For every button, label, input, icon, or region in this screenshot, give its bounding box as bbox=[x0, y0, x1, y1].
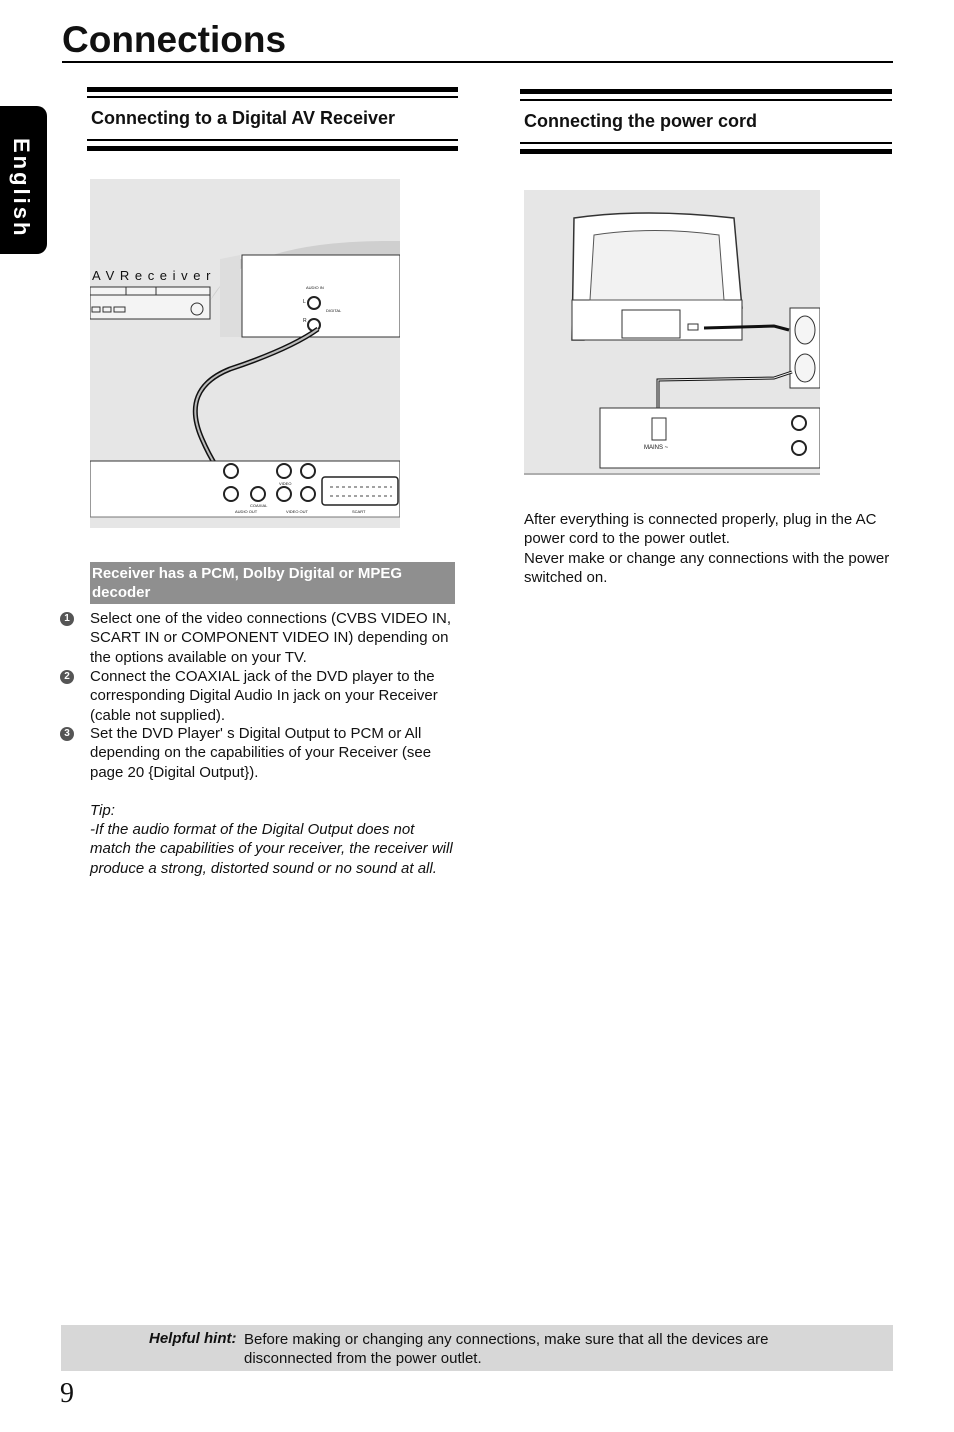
step-3 bbox=[60, 724, 460, 782]
step-number-1: 1 bbox=[60, 612, 74, 626]
helpful-hint-box bbox=[61, 1325, 893, 1371]
step-1 bbox=[60, 609, 460, 667]
power-paragraph-1: After everything is connected properly, plug in the AC power cord to the power outlet. bbox=[524, 511, 877, 548]
language-tab-label: English bbox=[9, 138, 34, 239]
video-out-label: VIDEO OUT bbox=[286, 509, 309, 514]
step-number-2: 2 bbox=[60, 670, 74, 684]
av-receiver-diagram bbox=[90, 179, 400, 528]
step-2 bbox=[60, 667, 460, 725]
language-tab bbox=[0, 106, 47, 254]
av-receiver-label: A V R e c e i v e r bbox=[92, 268, 212, 283]
power-cord-diagram bbox=[524, 190, 820, 475]
mains-label: MAINS ~ bbox=[644, 445, 669, 451]
tip-title: Tip: bbox=[90, 802, 115, 819]
page-number: 9 bbox=[60, 1378, 74, 1409]
step-number-3: 3 bbox=[60, 727, 74, 741]
power-paragraph-2: Never make or change any connections with the power switched on. bbox=[524, 550, 890, 587]
right-heading-bottom-rule bbox=[520, 149, 892, 154]
right-heading-top-rule bbox=[520, 89, 892, 94]
step-text-3: Set the DVD Player' s Digital Output to PCM or All depending on the capabilities of your Receiver (see page 20 {Digital Output}). bbox=[90, 725, 432, 781]
step-text-1: Select one of the video connections (CVBS VIDEO IN, SCART IN or COMPONENT VIDEO IN) depending on the options available on your TV. bbox=[90, 610, 452, 666]
right-section-heading: Connecting the power cord bbox=[524, 111, 758, 131]
scart-label: SCART bbox=[352, 509, 366, 514]
digital-label: DIGITAL bbox=[326, 308, 342, 313]
video-label: VIDEO bbox=[279, 481, 292, 486]
page-title: Connections bbox=[62, 19, 287, 60]
title-rule bbox=[62, 61, 893, 63]
av-receiver-diagram-svg bbox=[90, 179, 400, 528]
audio-in-label: AUDIO IN bbox=[306, 285, 324, 290]
left-heading-bottom-rule bbox=[87, 146, 458, 151]
receiver-decoder-bar: Receiver has a PCM, Dolby Digital or MPEG decoder bbox=[90, 562, 455, 604]
left-heading-top-rule-thin bbox=[87, 96, 458, 98]
helpful-hint-text: Before making or changing any connections, make sure that all the devices are disconnected from the power outlet. bbox=[244, 1331, 769, 1368]
tip-text: -If the audio format of the Digital Output does not match the capabilities of your receiver, the receiver will produce a strong, distorted sound or no sound at all. bbox=[90, 821, 453, 877]
left-heading-top-rule bbox=[87, 87, 458, 92]
coaxial-label: COAXIAL bbox=[250, 503, 268, 508]
jack-r-label: R bbox=[303, 318, 307, 324]
audio-out-label: AUDIO OUT bbox=[235, 509, 258, 514]
left-section-heading: Connecting to a Digital AV Receiver bbox=[91, 108, 396, 128]
power-cord-diagram-svg bbox=[524, 190, 820, 475]
step-text-2: Connect the COAXIAL jack of the DVD player to the corresponding Digital Audio In jack on your Receiver (cable not supplied). bbox=[90, 668, 438, 724]
right-heading-bottom-rule-thin bbox=[520, 142, 892, 144]
left-heading-bottom-rule-thin bbox=[87, 139, 458, 141]
jack-l-label: L bbox=[303, 299, 306, 305]
right-heading-top-rule-thin bbox=[520, 99, 892, 101]
helpful-hint-label: Helpful hint: bbox=[149, 1330, 237, 1347]
